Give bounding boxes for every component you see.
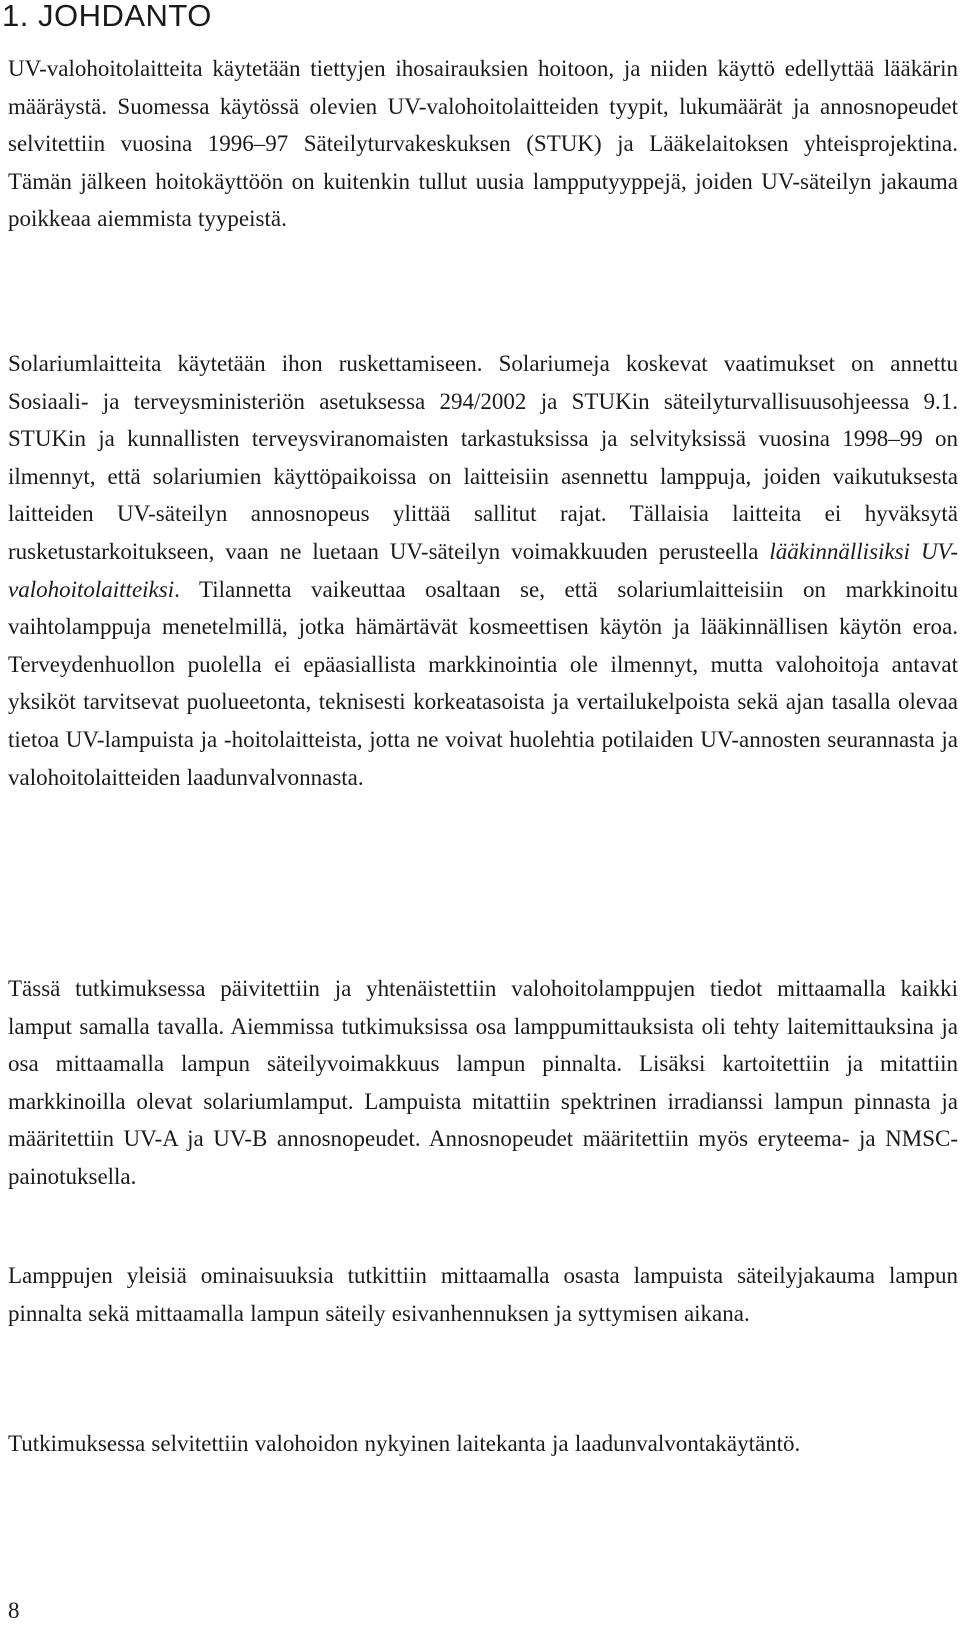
- paragraph-intro: UV-valohoitolaitteita käytetään tiettyjen ihosairauksien hoitoon, ja niiden käyttö edellyttää lääkärin määräystä. Suomessa käytössä olevien UV-valohoitolaitteiden tyypit, lukumäärät ja annosnopeudet selvitettiin vuosina 1996–97 Säteilyturvakeskuksen (STUK) ja Lääkelaitoksen yhteisprojektina. Tämän jälkeen hoitokäyttöön on kuitenkin tullut uusia lampputyyppejä, joiden UV-säteilyn jakauma poikkeaa aiemmista tyypeistä.: [8, 56, 958, 232]
- document-page: [2, 0, 958, 1623]
- paragraph-solarium-italic: lääkinnällisiksi UV-valohoitolaitteiksi: [8, 538, 958, 602]
- page-number: 8: [8, 1598, 20, 1623]
- paragraph-solarium-text-1: Solariumlaitteita käytetään ihon ruskettamiseen. Solariumeja koskevat vaatimukset on annettu Sosiaali- ja terveysministeriön asetuksessa 294/2002 ja STUKin säteilyturvallisuusohjeessa 9.1. STUKin ja kunnallisten terveysviranomaisten tarkastuksissa ja selvityksissä vuosina 1998–99 on ilmennyt, että solariumien käyttöpaikoissa on laitteisiin asennettu lamppuja, joiden vaikutuksesta laitteiden UV-säteilyn annosnopeus ylittää sallitut rajat. Tällaisia laitteita ei hyväksytä rusketustarkoitukseen, vaan ne luetaan UV-säteilyn voimakkuuden perusteella: [8, 351, 958, 564]
- paragraph-properties: Lamppujen yleisiä ominaisuuksia tutkittiin mittaamalla osasta lampuista säteilyjakauma lampun pinnalta sekä mittaamalla lampun säteily esivanhennuksen ja syttymisen aikana.: [8, 1263, 958, 1326]
- paragraph-study: Tässä tutkimuksessa päivitettiin ja yhtenäistettiin valohoitolamppujen tiedot mittaamalla kaikki lamput samalla tavalla. Aiemmissa tutkimuksissa osa lamppumittauksista oli tehty laitemittauksina ja osa mittaamalla lampun säteilyvoimakkuus lampun pinnalta. Lisäksi kartoitettiin ja mitattiin markkinoilla olevat solariumlamput. Lampuista mitattiin spektrinen irradianssi lampun pinnasta ja määritettiin UV-A ja UV-B annosnopeudet. Annosnopeudet määritettiin myös eryteema- ja NMSC-painotuksella.: [8, 976, 958, 1189]
- paragraph-survey: Tutkimuksessa selvitettiin valohoidon nykyinen laitekanta ja laadunvalvontakäytäntö.: [8, 1431, 801, 1456]
- section-heading: 1. JOHDANTO: [2, 0, 212, 33]
- paragraph-solarium-text-2: . Tilannetta vaikeuttaa osaltaan se, että solariumlaitteisiin on markkinoitu vaihtolamppuja menetelmillä, jotka hämärtävät kosmeettisen käytön ja lääkinnällisen käytön eroa. Terveydenhuollon puolella ei epäasiallista markkinointia ole ilmennyt, mutta valohoitoja antavat yksiköt tarvitsevat puolueetonta, teknisesti korkeatasoista ja vertailukelpoista sekä ajan tasalla olevaa tietoa UV-lampuista ja -hoitolaitteista, jotta ne voivat huolehtia potilaiden UV-annosten seurannasta ja valohoitolaitteiden laadunvalvonnasta.: [8, 576, 958, 790]
- paragraph-solarium: [8, 345, 958, 796]
